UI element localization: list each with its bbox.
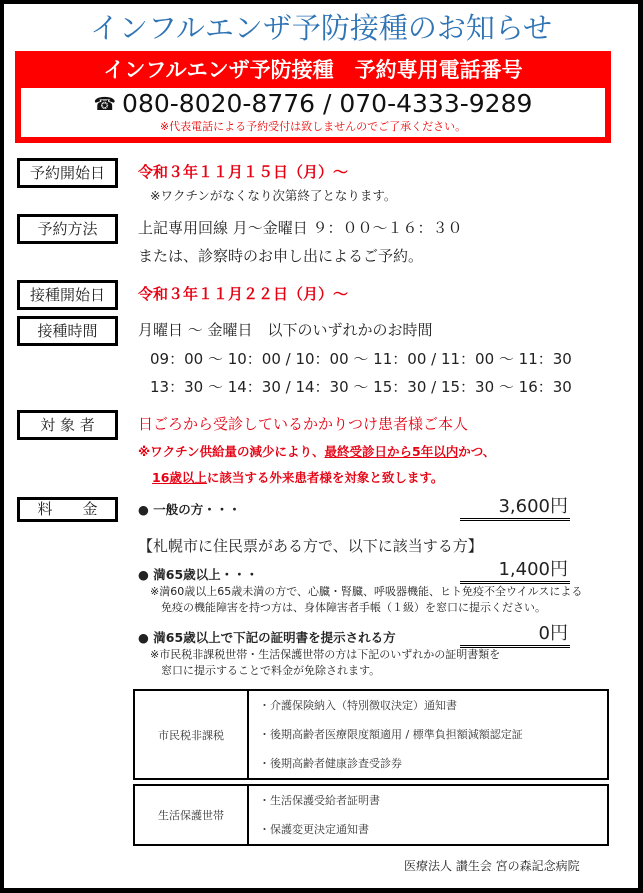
target-line2-pre: ※ワクチン供給量の減少により、 bbox=[138, 444, 325, 459]
certificate-table-welfare bbox=[133, 784, 609, 846]
reservation-start-value: 令和３年１１月１５日（月）～ bbox=[138, 163, 349, 181]
fee-senior-label: ● 満65歳以上・・・ bbox=[138, 567, 259, 582]
reservation-start-note: ※ワクチンがなくなり次第終了となります。 bbox=[150, 188, 397, 203]
telephone-icon: ☎ bbox=[93, 94, 117, 115]
phone-line bbox=[21, 88, 605, 121]
fee-exempt-price: 0円 bbox=[460, 623, 570, 648]
vaccination-time-line1: 月曜日 ～ 金曜日 以下のいずれかのお時間 bbox=[138, 321, 433, 339]
certificate-category: 市民税非課税 bbox=[134, 690, 248, 779]
reservation-phone-box bbox=[15, 51, 611, 143]
reservation-method-line1: 上記専用回線 月～金曜日 ９：００～１６：３０ bbox=[138, 219, 463, 237]
fee-exempt-note2: 窓口に提示することで料金が免除されます。 bbox=[161, 664, 381, 677]
fee-senior-note2: 免疫の機能障害を持つ方は、身体障害者手帳（１級）を窓口に提示ください。 bbox=[161, 601, 546, 614]
label-reservation-method: 予約方法 bbox=[17, 214, 118, 244]
target-line3-underlined: 16歳以上 bbox=[152, 470, 207, 485]
reservation-phone-heading: インフルエンザ予防接種 予約専用電話番号 bbox=[103, 58, 523, 82]
fee-exempt-note1: ※市民税非課税世帯・生活保護世帯の方は下記のいずれかの証明書類を bbox=[150, 648, 501, 661]
vaccination-slots-pm: 13：30 ～ 14：30 / 14：30 ～ 15：30 / 15：30 ～ 16：30 bbox=[150, 378, 572, 396]
certificate-item: ・介護保険納入（特別徴収決定）通知書 bbox=[259, 699, 457, 712]
label-vaccination-time: 接種時間 bbox=[17, 316, 118, 346]
fee-exempt-label: ● 満65歳以上で下記の証明書を提示される方 bbox=[138, 630, 396, 645]
fee-general-price: 3,600円 bbox=[460, 496, 570, 521]
notice-page bbox=[4, 4, 638, 888]
page-title: インフルエンザ予防接種のお知らせ bbox=[90, 11, 552, 45]
label-target: 対 象 者 bbox=[17, 410, 118, 440]
target-line3 bbox=[152, 468, 443, 488]
fee-sapporo-note: 【札幌市に住民票がある方で、以下に該当する方】 bbox=[138, 537, 483, 555]
target-line2-underlined: 最終受診日から5年以内 bbox=[324, 444, 459, 459]
vaccination-slots-am: 09：00 ～ 10：00 / 10：00 ～ 11：00 / 11：00 ～ 11：30 bbox=[150, 350, 572, 368]
certificate-item: ・後期高齢者健康診査受診券 bbox=[259, 757, 402, 770]
label-reservation-start: 予約開始日 bbox=[17, 158, 118, 188]
certificate-items bbox=[248, 690, 608, 779]
target-line1: 日ごろから受診しているかかりつけ患者様ご本人 bbox=[138, 415, 469, 433]
reservation-phone-note: ※代表電話による予約受付は致しませんのでご了承ください。 bbox=[159, 120, 467, 133]
hospital-name: 医療法人 讃生会 宮の森記念病院 bbox=[404, 859, 580, 873]
target-line3-post: に該当する外来患者様を対象と致します。 bbox=[206, 470, 444, 485]
certificate-item: ・生活保護受給者証明書 bbox=[259, 794, 380, 807]
label-fee: 料 金 bbox=[17, 497, 118, 522]
phone-numbers[interactable]: 080-8020-8776 / 070-4333-9289 bbox=[122, 89, 533, 118]
reservation-method-line2: または、診察時のお申し出によるご予約。 bbox=[138, 247, 424, 265]
fee-senior-note1: ※満60歳以上65歳未満の方で、心臓・腎臓、呼吸器機能、ヒト免疫不全ウイルスによる bbox=[150, 585, 583, 598]
certificate-item: ・保護変更決定通知書 bbox=[259, 823, 369, 836]
label-vaccination-start: 接種開始日 bbox=[17, 280, 118, 310]
certificate-table-tax-exempt bbox=[133, 689, 609, 780]
fee-senior-price: 1,400円 bbox=[460, 559, 570, 584]
certificate-item: ・後期高齢者医療限度額適用 / 標準負担額減額認定証 bbox=[259, 728, 523, 741]
fee-general-label: ● 一般の方・・・ bbox=[138, 502, 241, 517]
certificate-category: 生活保護世帯 bbox=[134, 785, 248, 845]
certificate-items bbox=[248, 785, 608, 845]
vaccination-start-value: 令和３年１１月２２日（月）～ bbox=[138, 285, 349, 303]
reservation-phone-inner bbox=[21, 88, 605, 137]
target-line2-post: かつ、 bbox=[458, 444, 496, 459]
target-line2 bbox=[138, 442, 495, 462]
